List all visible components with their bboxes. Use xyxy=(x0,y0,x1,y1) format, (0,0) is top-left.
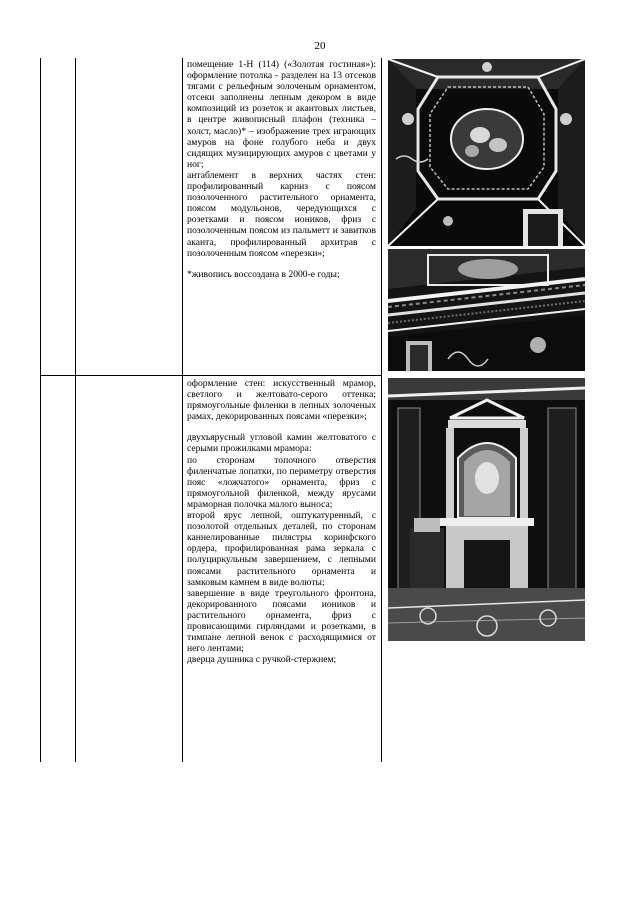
table-row-divider xyxy=(40,375,381,376)
table-column-divider-1 xyxy=(75,58,76,762)
row2-paragraph-fireplace: двухъярусный угловой камин желтоватого с серыми прожилками мрамора: xyxy=(187,432,376,455)
fireplace-photo xyxy=(388,378,585,641)
row1-paragraph-note: *живопись воссоздана в 2000-е годы; xyxy=(187,268,340,280)
table-column-divider-3 xyxy=(381,58,382,762)
row2-paragraph-pediment: завершение в виде треугольного фронтона, декорированного поясами иоников и растительного орнамента, фриз с провисающими гирляндами и розетками, в тимпане лепной венок с расходящимися от него лентами; xyxy=(187,587,376,655)
row1-paragraph-entablature: антаблемент в верхних частях стен: профилированный карниз с поясом позолоченного растительного орнамента, поясом модульонов, чередующихся с розетками и поясом иоников, фриз с позолоченным поясом из пальметт и завитков аканта, профилированный архитрав с позолоченным поясом «перезки»; xyxy=(187,169,376,259)
page-number: 20 xyxy=(314,40,326,52)
table-column-divider-2 xyxy=(182,58,183,762)
cornice-photo xyxy=(388,249,585,371)
table-border-left xyxy=(40,58,41,762)
row2-paragraph-vent-door: дверца душника с ручкой-стержнем; xyxy=(187,654,337,666)
row2-description xyxy=(187,378,376,665)
row2-paragraph-second-tier: второй ярус лепной, оштукатуренный, с позолотой отдельных деталей, по сторонам каннелированные пилястры коринфского ордера, профилированная рама зеркала с полуциркульным завершением, с лепными поясами растительного орнамента и замковым камнем в виде волюты; xyxy=(187,510,376,588)
ceiling-photo xyxy=(388,59,585,246)
row2-paragraph-walls: оформление стен: искусственный мрамор, светлого и желтовато-серого оттенка; прямоугольные филенки в лепных золоченых рамах, декорированных поясами «перезки»; xyxy=(187,378,376,423)
row1-description xyxy=(187,59,376,280)
row1-paragraph-ceiling: помещение 1-Н (114) («Золотая гостиная»): оформление потолка - разделен на 13 отсеков тягами с рельефным золоченым орнаментом, отсеки заполнены лепным декором в виде композиций из розеток и акантовых листьев, в центре живописный плафон (техника – холст, масло)* – изображение трех играющих амуров на фоне голубого неба и двух сидящих музицирующих амуров с цветами у ног; xyxy=(187,59,376,170)
row2-paragraph-first-tier: по сторонам топочного отверстия филенчатые лопатки, по периметру отверстия пояс «ложчатого» орнамента, фриз с прямоугольной филенкой, между ярусами мраморная полочка малого выноса; xyxy=(187,454,376,510)
